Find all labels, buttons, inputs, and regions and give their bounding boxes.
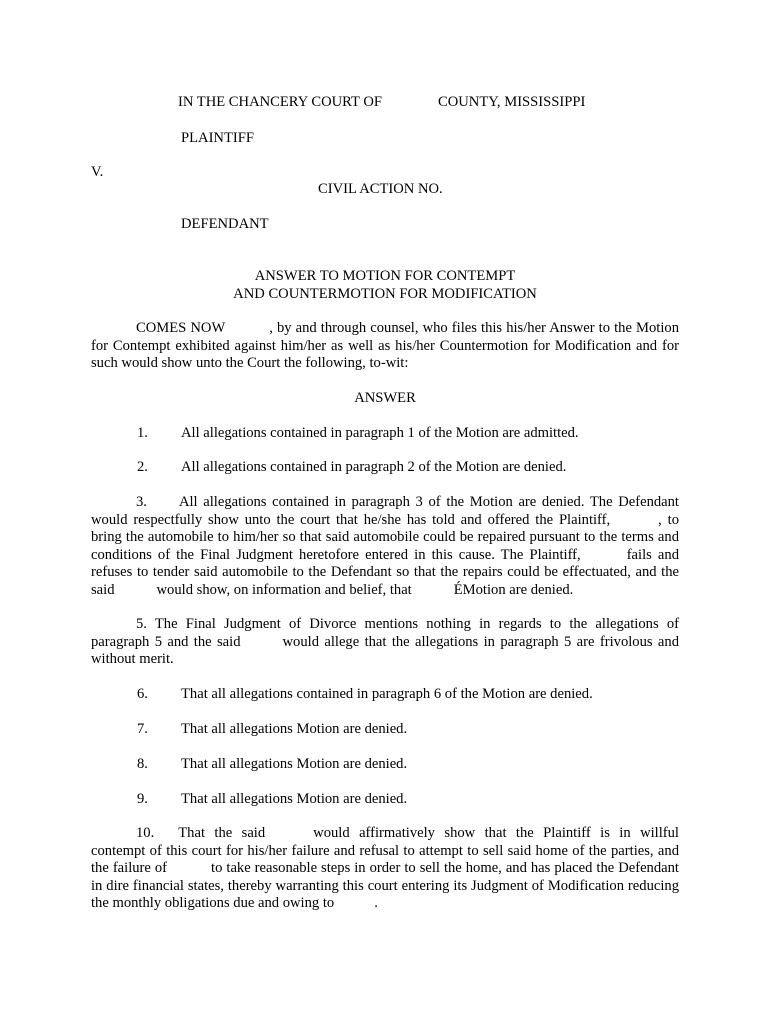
intro-text-a: COMES NOW [136, 320, 226, 336]
paragraph-5-text-b: would allege that the allegations in paragraph 5 are frivolous and without merit. [91, 633, 680, 667]
paragraph-2-text: All allegations contained in paragraph 2 of the Motion are denied. [181, 459, 567, 475]
civil-action-label: CIVIL ACTION NO. [318, 181, 443, 197]
paragraph-10 [91, 825, 679, 913]
paragraph-6-number: 6. [137, 686, 148, 702]
paragraph-8-text: That all allegations Motion are denied. [181, 756, 408, 772]
answer-heading: ANSWER [354, 390, 416, 406]
paragraph-3-number: 3. [136, 494, 147, 510]
intro-text-b: , by and through counsel, who files this his/her Answer to the Motion for Contempt exhibited against him/her as well as his/her Countermotion for Modification and for such would show unto the Court the following, to-wit: [91, 320, 679, 371]
paragraph-7-number: 7. [137, 721, 148, 737]
paragraph-10-text-c: to take reasonable steps in order to sell the home, and has placed the Defendant in dire financial states, thereby warranting this court entering its Judgment of Modification reducing the monthly obligations due and owing to [91, 860, 679, 911]
paragraph-5 [91, 616, 679, 669]
paragraph-3-text-c: fails and refuses to tender said automobile to the Defendant so that the repairs could be effectuated, and the said [91, 546, 679, 598]
paragraph-2-number: 2. [137, 459, 148, 475]
paragraph-5-text-a: 5. The Final Judgment of Divorce mentions nothing in regards to the allegations of paragraph 5 and the said [91, 616, 679, 650]
court-name-suffix: COUNTY, MISSISSIPPI [438, 94, 586, 110]
intro-paragraph [91, 320, 679, 373]
paragraph-10-number: 10. [136, 825, 155, 841]
paragraph-1-text: All allegations contained in paragraph 1 of the Motion are admitted. [181, 425, 579, 441]
paragraph-3-text-e: ÉMotion are denied. [453, 581, 574, 598]
paragraph-3-text-b: , to bring the automobile to him/her so that said automobile could be repaired pursuant to the terms and conditions of the Final Judgment heretofore entered in this cause. The Plaintiff, [91, 511, 679, 563]
paragraph-7-text: That all allegations Motion are denied. [181, 721, 408, 737]
paragraph-10-text-a: That the said [178, 825, 266, 841]
paragraph-10-text-d: . [374, 895, 378, 911]
paragraph-9-text: That all allegations Motion are denied. [181, 791, 408, 807]
paragraph-3 [91, 494, 679, 599]
paragraph-1-number: 1. [137, 425, 148, 441]
paragraph-8-number: 8. [137, 756, 148, 772]
document-title-line1: ANSWER TO MOTION FOR CONTEMPT [254, 268, 516, 284]
versus-label: V. [91, 164, 104, 180]
paragraph-3-text-d: would show, on information and belief, that [156, 581, 412, 598]
paragraph-9-number: 9. [137, 791, 148, 807]
plaintiff-label: PLAINTIFF [181, 130, 254, 146]
paragraph-6-text: That all allegations contained in paragraph 6 of the Motion are denied. [181, 686, 593, 702]
court-name-prefix: IN THE CHANCERY COURT OF [178, 94, 382, 110]
paragraph-10-text-b: would affirmatively show that the Plaintiff is in willful contempt of this court for his/her failure and refusal to attempt to sell said home of the parties, and the failure of [91, 825, 679, 876]
paragraph-3-text-a: All allegations contained in paragraph 3 of the Motion are denied. The Defendant would respectfully show unto the court that he/she has told and offered the Plaintiff, [91, 494, 679, 528]
defendant-label: DEFENDANT [181, 216, 269, 232]
document-title-line2: AND COUNTERMOTION FOR MODIFICATION [233, 286, 537, 302]
